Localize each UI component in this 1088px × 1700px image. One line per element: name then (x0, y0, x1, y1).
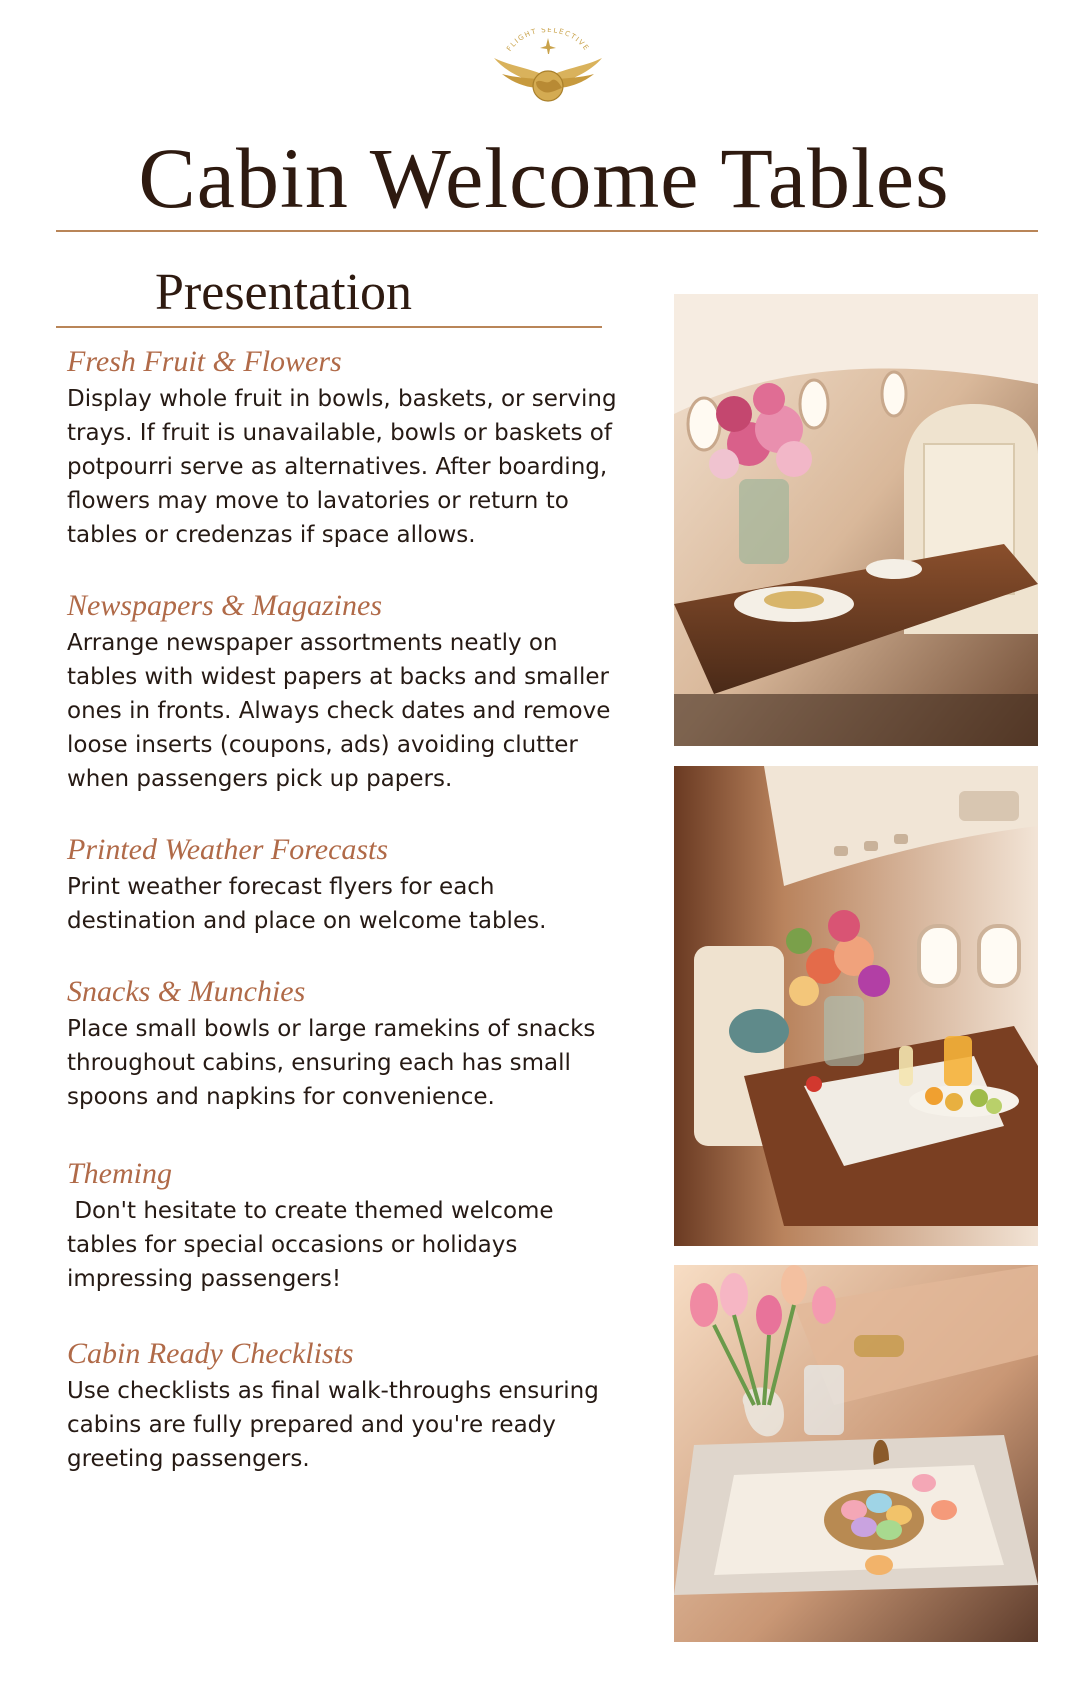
section-title: Presentation (155, 264, 413, 321)
section-heading: Snacks & Munchies (67, 975, 306, 1008)
title-divider (56, 230, 1038, 232)
section-body: Don't hesitate to create themed welcome tables for special occasions or holidays impressing passengers! (67, 1198, 561, 1292)
section-body: Place small bowls or large ramekins of snacks throughout cabins, ensuring each has small spoons and napkins for convenience. (67, 1016, 603, 1110)
section-body: Arrange newspaper assortments neatly on tables with widest papers at backs and smaller ones in fronts. Always check dates and remove loose inserts (coupons, ads) avoiding clutter when passengers pick up papers. (67, 630, 618, 792)
photo-cabin-table-flowers (674, 294, 1038, 746)
section-body: Display whole fruit in bowls, baskets, or serving trays. If fruit is unavailable, bowls or baskets of potpourri serve as alternatives. After boarding, flowers may move to lavatories or return to tables or credenzas if space allows. (67, 386, 624, 548)
section-theming (67, 1154, 622, 1296)
section-heading: Theming (67, 1157, 172, 1190)
section-heading: Cabin Ready Checklists (67, 1337, 354, 1370)
section-body: Print weather forecast flyers for each destination and place on welcome tables. (67, 874, 547, 934)
brand-logo (490, 28, 606, 106)
page-title: Cabin Welcome Tables (138, 130, 950, 226)
section-body: Use checklists as final walk-throughs ensuring cabins are fully prepared and you're ready greeting passengers. (67, 1378, 607, 1472)
section-heading: Newspapers & Magazines (67, 589, 382, 622)
tips-list (67, 342, 622, 1476)
logo-ring-text: FLIGHT SELECTIVE (505, 28, 591, 53)
section-cabin-ready-checklists (67, 1334, 622, 1476)
section-fresh-fruit-flowers (67, 342, 622, 552)
section-heading: Printed Weather Forecasts (67, 833, 389, 866)
section-newspapers-magazines (67, 586, 622, 796)
section-snacks-munchies (67, 972, 622, 1114)
photo-easter-themed-table (674, 1265, 1038, 1642)
section-weather-forecasts (67, 830, 622, 938)
subtitle-divider (56, 326, 602, 328)
photo-cabin-fruit-bouquet (674, 766, 1038, 1246)
section-heading: Fresh Fruit & Flowers (67, 345, 342, 378)
